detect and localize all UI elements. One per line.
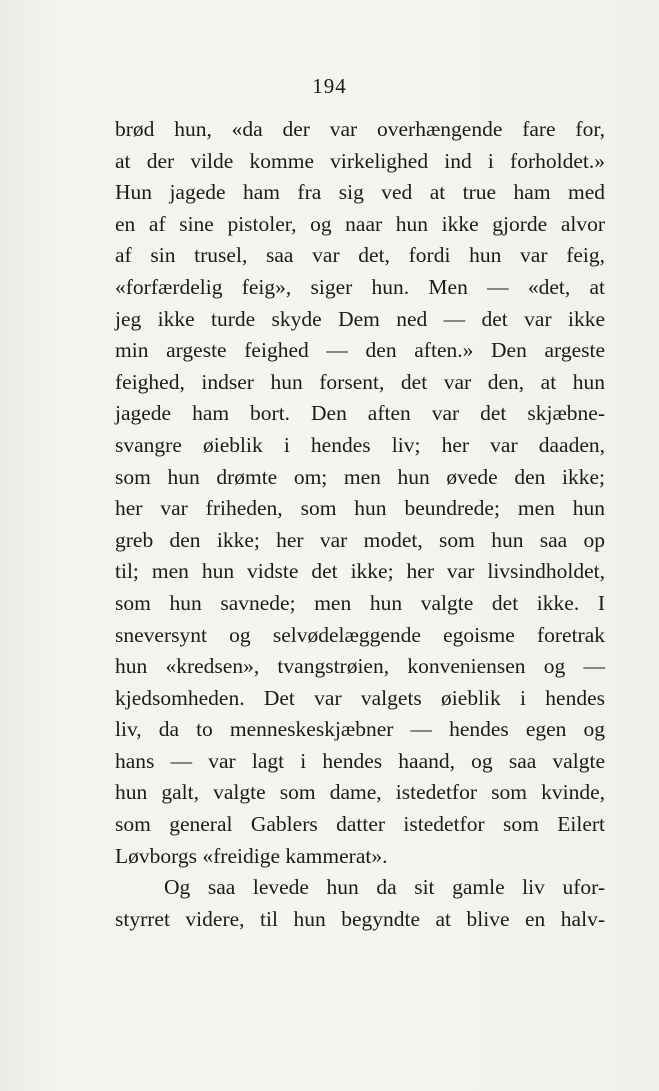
text-line: «forfærdelig feig», siger hun. Men — «det, at: [115, 274, 605, 299]
text-line: greb den ikke; her var modet, som hun saa op: [115, 527, 605, 552]
text-line: Hun jagede ham fra sig ved at true ham med: [115, 180, 605, 205]
text-line: som general Gablers datter istedetfor som Eilert: [115, 812, 605, 837]
text-line: svangre øieblik i hendes liv; her var daaden,: [115, 432, 605, 457]
text-line: feighed, indser hun forsent, det var den, at hun: [115, 369, 605, 394]
text-line: styrret videre, til hun begyndte at blive en halv-: [115, 906, 605, 931]
text-line: Og saa levede hun da sit gamle liv ufor-: [164, 875, 605, 900]
body-text: [115, 114, 605, 935]
text-line: hans — var lagt i hendes haand, og saa valgte: [115, 748, 605, 773]
text-line: af sin trusel, saa var det, fordi hun var feig,: [115, 243, 605, 268]
text-line: sneversynt og selvødelæggende egoisme foretrak: [115, 622, 605, 647]
text-line: min argeste feighed — den aften.» Den argeste: [115, 338, 605, 363]
text-line: hun «kredsen», tvangstrøien, konveniensen og —: [115, 654, 605, 679]
text-line: jeg ikke turde skyde Dem ned — det var ikke: [115, 306, 605, 331]
text-line: som hun savnede; men hun valgte det ikke. I: [115, 590, 605, 615]
text-line: brød hun, «da der var overhængende fare for,: [115, 117, 605, 141]
page-number: 194: [312, 74, 347, 98]
text-line: hun galt, valgte som dame, istedetfor som kvinde,: [115, 780, 605, 805]
text-line: jagede ham bort. Den aften var det skjæbne-: [115, 401, 605, 426]
text-line: Løvborgs «freidige kammerat».: [115, 843, 388, 868]
text-line: som hun drømte om; men hun øvede den ikke;: [115, 464, 605, 489]
text-line: en af sine pistoler, og naar hun ikke gjorde alvor: [115, 211, 605, 236]
text-line: liv, da to menneskeskjæbner — hendes egen og: [115, 717, 605, 742]
text-line: her var friheden, som hun beundrede; men hun: [115, 496, 605, 521]
text-line: til; men hun vidste det ikke; her var livsindholdet,: [115, 559, 605, 584]
text-line: at der vilde komme virkelighed ind i forholdet.»: [115, 148, 605, 173]
text-line: kjedsomheden. Det var valgets øieblik i hendes: [115, 685, 605, 710]
